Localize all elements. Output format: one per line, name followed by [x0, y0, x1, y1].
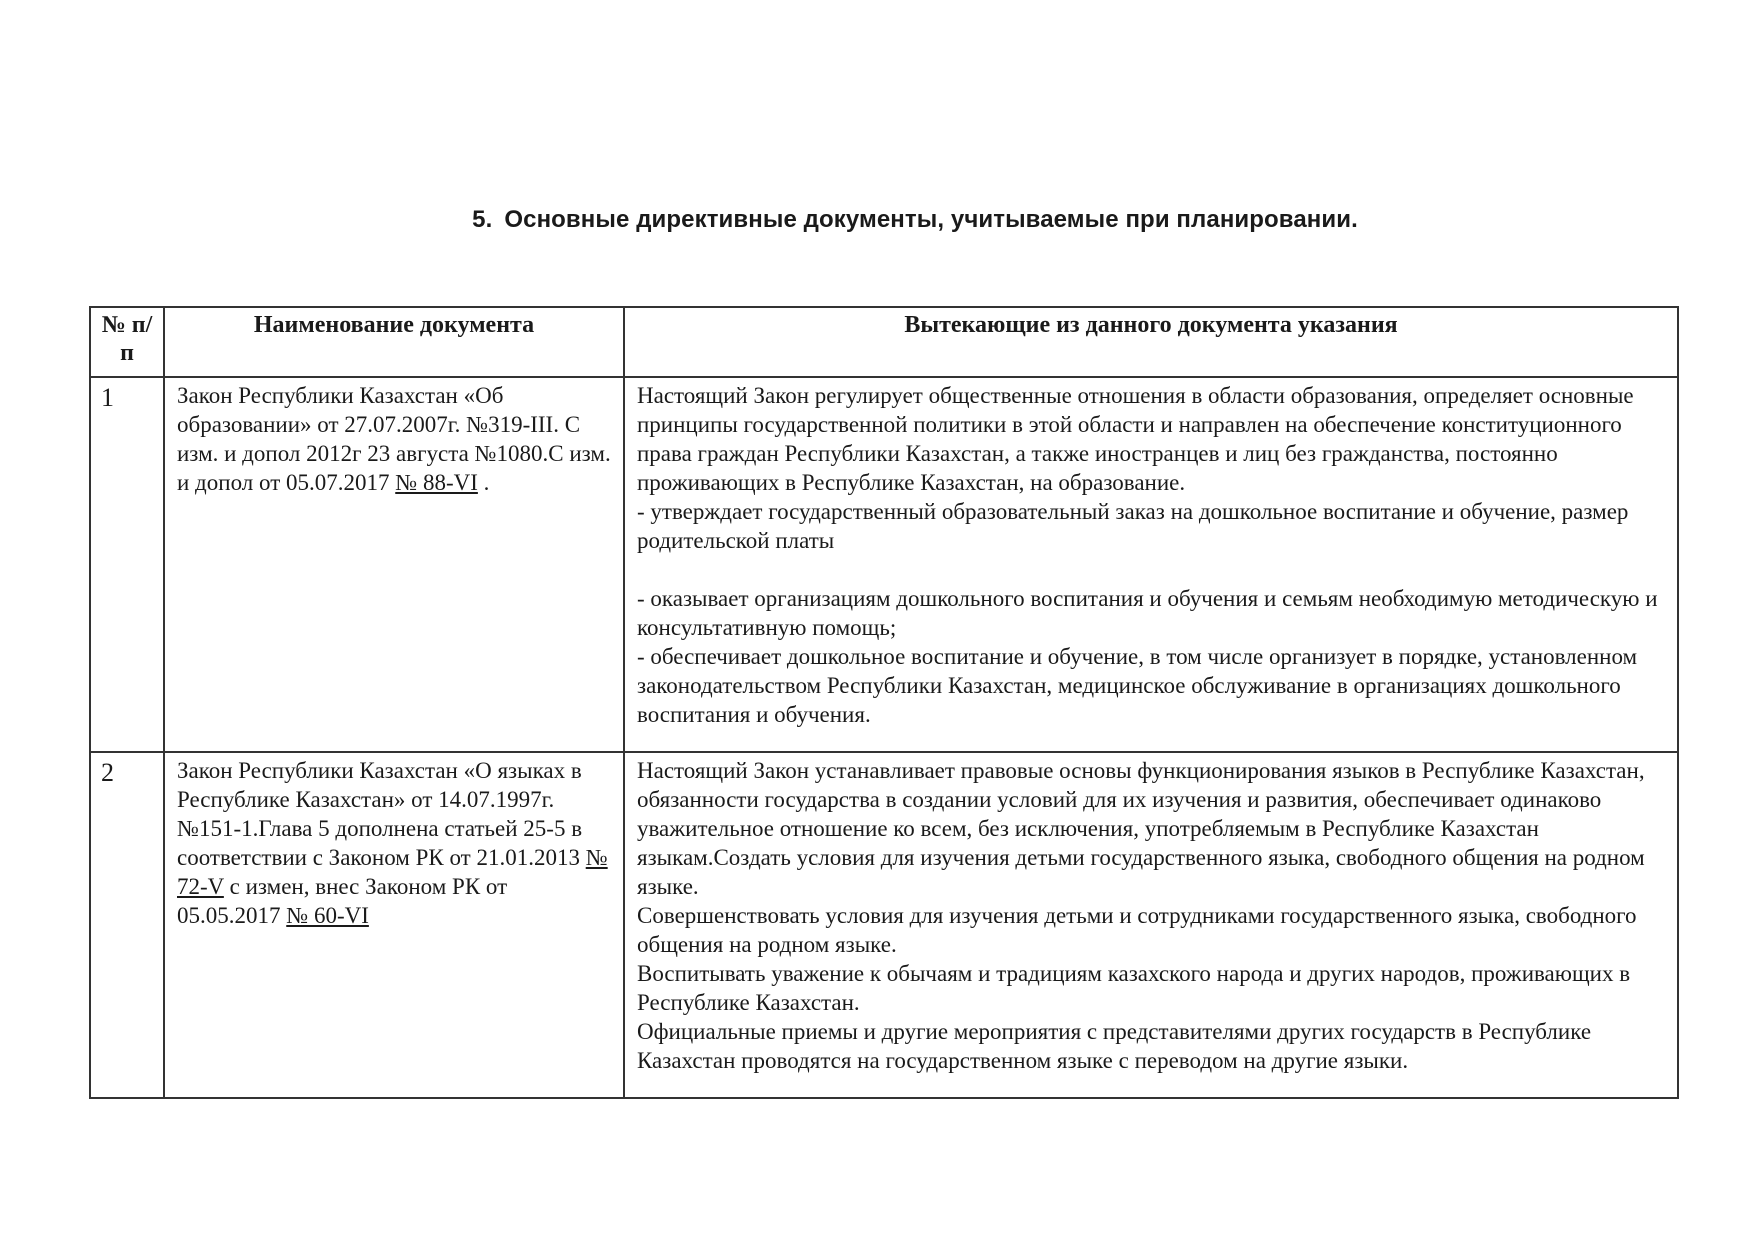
- section-number: 5.: [472, 206, 493, 233]
- instruction-paragraph: Настоящий Закон регулирует общественные отношения в области образования, определяет основные принципы государственной политики в этой области и направлен на обеспечение конституционного права граждан Республики Казахстан, а также иностранцев и лиц без гражданства, постоянно проживающих в Республике Казахстан, на образование.: [637, 383, 1634, 495]
- instructions-cell: [624, 377, 1678, 752]
- header-instructions: Вытекающие из данного документа указания: [624, 307, 1678, 377]
- paragraph-spacer: [637, 556, 1665, 585]
- table-row: [90, 752, 1678, 1098]
- instruction-paragraph: - оказывает организациям дошкольного воспитания и обучения и семьям необходимую методическую и консультативную помощь;: [637, 585, 1658, 640]
- instruction-paragraph: Настоящий Закон устанавливает правовые основы функционирования языков в Республике Казахстан, обязанности государства в создании условий для их изучения и развития, обеспечивает одинаково уважительное отношение ко всем, без исключения, употребляемым в Республике Казахстан языкам.Создать условия для изучения детьми государственного языка, свободного общения на родном языке.: [637, 758, 1645, 899]
- document-name-middle: с измен, внес Законом РК от 05.05.2017: [177, 873, 508, 928]
- row-number: 2: [90, 752, 164, 1098]
- law-reference-link[interactable]: № 88-VI: [395, 469, 478, 495]
- instruction-paragraph: - утверждает государственный образовательный заказ на дошкольное воспитание и обучение, размер родительской платы: [637, 498, 1629, 553]
- instruction-paragraph: Совершенствовать условия для изучения детьми и сотрудниками государственного языка, свободного общения на родном языке.: [637, 902, 1637, 957]
- document-name-cell: [164, 377, 624, 752]
- directive-documents-table: [89, 306, 1679, 1099]
- section-title: Основные директивные документы, учитываемые при планировании.: [504, 206, 1358, 233]
- law-reference-link[interactable]: № 72-V: [177, 844, 608, 899]
- instruction-paragraph: Воспитывать уважение к обычаям и традициям казахского народа и других народов, проживающих в Республике Казахстан.: [637, 960, 1631, 1015]
- law-reference-link[interactable]: № 60-VI: [286, 902, 369, 928]
- document-name-cell: [164, 752, 624, 1098]
- row-number: 1: [90, 377, 164, 752]
- instruction-paragraph: Официальные приемы и другие мероприятия с представителями других государств в Республике Казахстан проводятся на государственном языке с переводом на другие языки.: [637, 1018, 1592, 1073]
- section-heading: [0, 206, 1754, 234]
- table-header-row: [90, 307, 1678, 377]
- document-name-text: Закон Республики Казахстан «О языках в Республике Казахстан» от 14.07.1997г. №151-1.Глава 5 дополнена статьей 25-5 в соответствии с Законом РК от 21.01.2013: [177, 758, 586, 870]
- table-row: [90, 377, 1678, 752]
- header-number: № п/п: [90, 307, 164, 377]
- document-name-text: Закон Республики Казахстан «Об образовании» от 27.07.2007г. №319-III. С изм. и допол 2012г 23 августа №1080.С изм. и допол от 05.07.2017: [177, 383, 611, 495]
- instructions-cell: [624, 752, 1678, 1098]
- header-document-name: Наименование документа: [164, 307, 624, 377]
- document-name-tail: .: [477, 469, 490, 495]
- instruction-paragraph: - обеспечивает дошкольное воспитание и обучение, в том числе организует в порядке, установленном законодательством Республики Казахстан, медицинское обслуживание в организациях дошкольного воспитания и обучения.: [637, 643, 1638, 727]
